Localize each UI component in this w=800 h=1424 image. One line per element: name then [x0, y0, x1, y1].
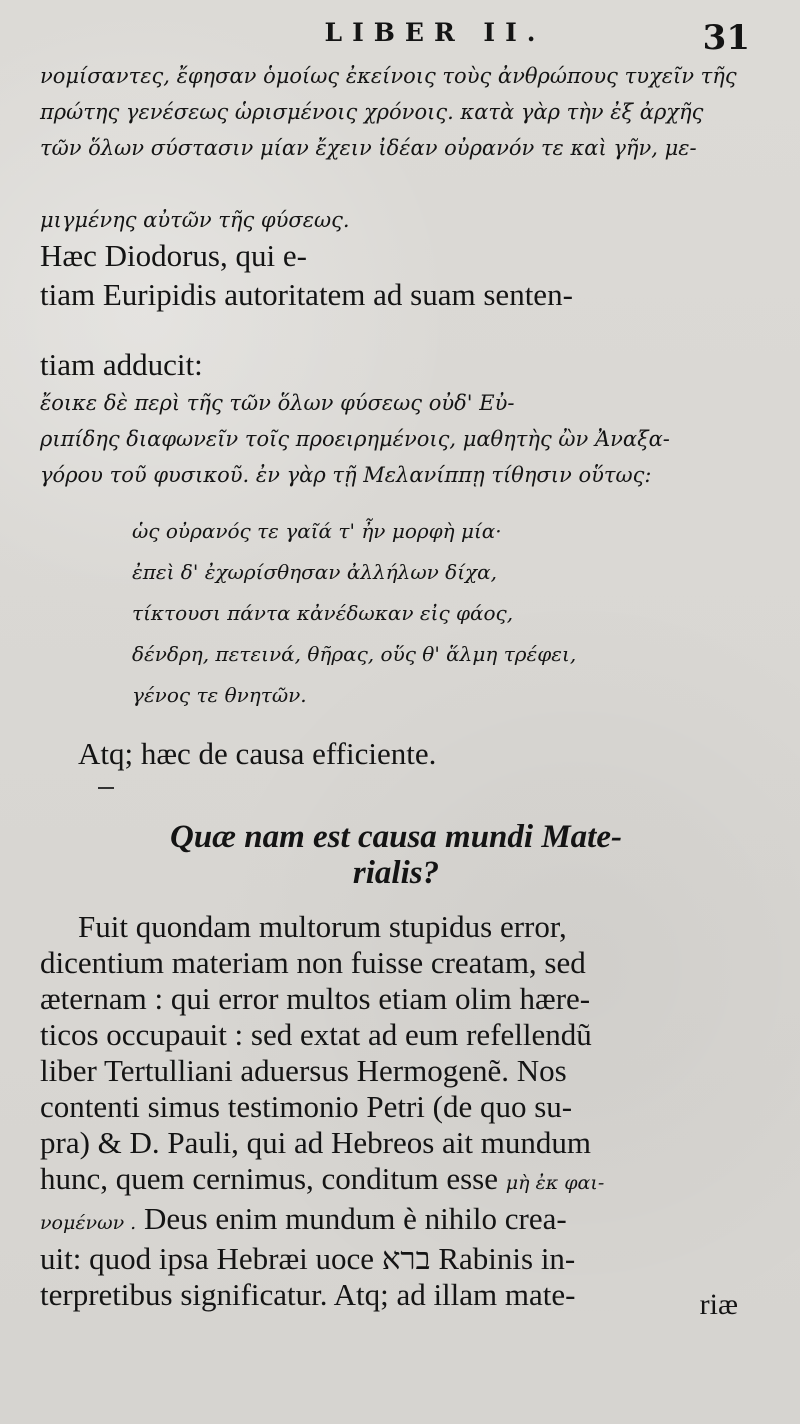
- greek-line-1: νομίσαντες, ἔφησαν ὁμοίως ἐκείνοις τοὺς ἀνθρώπους τυχεῖν τῆς: [40, 64, 737, 88]
- body-line-8-latin: hunc, quem cernimus, conditum esse: [40, 1161, 499, 1196]
- body-line-9: [40, 1201, 752, 1241]
- body-line-9-latin: Deus enim mundum è nihilo crea-: [143, 1201, 567, 1236]
- body-line-7: pra) & D. Pauli, qui ad Hebreos ait mundum: [40, 1125, 592, 1160]
- running-head: LIBER II.: [324, 18, 546, 47]
- verse-line-4: δένδρη, πετεινά, θῆρας, οὕς θ' ἅλμη τρέφει,: [132, 642, 577, 666]
- greek-line-6-end: ἔοικε δὲ περὶ τῆς τῶν ὅλων φύσεως οὐδ' Εὐ-: [40, 391, 515, 415]
- body-line-1: Fuit quondam multorum stupidus error,: [78, 909, 567, 944]
- latin-line-6-start: tiam adducit:: [40, 347, 203, 382]
- section-heading-line-2: rialis?: [352, 855, 440, 891]
- verse-line-3: τίκτουσι πάντα κἀνέδωκαν εἰς φάος,: [132, 601, 514, 625]
- verse-block: [132, 511, 752, 716]
- body-line-9-greek: νομένων .: [40, 1212, 137, 1234]
- greek-line-8: γόρου τοῦ φυσικοῦ. ἐν γὰρ τῇ Μελανίππῃ τίθησιν οὕτως:: [40, 463, 652, 487]
- verse-line-1: ὡς οὐρανός τε γαῖά τ' ἦν μορφὴ μία·: [132, 519, 502, 543]
- section-heading-line-1: Quæ nam est causa mundi Mate-: [170, 819, 622, 855]
- conclusion-line: Atq; hæc de causa efficiente.: [78, 736, 437, 771]
- body-line-8: [40, 1161, 752, 1201]
- body-line-3: æternam : qui error multos etiam olim hære-: [40, 981, 591, 1016]
- verse-line-2: ἐπεὶ δ' ἐχωρίσθησαν ἀλλήλων δίχα,: [132, 560, 498, 584]
- body-line-10-start: uit: quod ipsa Hebræi uoce: [40, 1241, 375, 1276]
- page-header: [40, 18, 752, 58]
- body-line-4: ticos occupauit : sed extat ad eum refellendũ: [40, 1017, 592, 1052]
- mixed-line-4: [40, 166, 752, 277]
- body-line-5: liber Tertulliani aduersus Hermogenẽ. Nos: [40, 1053, 567, 1088]
- greek-line-4: μιγμένης αὐτῶν τῆς φύσεως.: [40, 208, 350, 232]
- section-divider: [98, 787, 114, 789]
- latin-line-4: Hæc Diodorus, qui e-: [40, 238, 307, 273]
- body-paragraph: [40, 909, 752, 1313]
- verse-line-5: γένος τε θνητῶν.: [132, 683, 307, 707]
- body-line-10-end: Rabinis in-: [438, 1241, 576, 1276]
- greek-line-3: τῶν ὅλων σύστασιν μίαν ἔχειν ἰδέαν οὐρανόν τε καὶ γῆν, με-: [40, 136, 697, 160]
- catchword: riæ: [699, 1288, 738, 1321]
- body-line-8-greek: μὴ ἐκ φαι-: [505, 1172, 605, 1194]
- body-line-11: terpretibus significatur. Atq; ad illam mate-: [40, 1277, 576, 1312]
- greek-line-2: πρώτης γενέσεως ὡρισμένοις χρόνοις. κατὰ γὰρ τὴν ἐξ ἀρχῆς: [40, 100, 704, 124]
- body-line-6: contenti simus testimonio Petri (de quo su-: [40, 1089, 573, 1124]
- body-line-10-hebrew: ברא: [381, 1241, 431, 1276]
- page-number: 31: [702, 18, 750, 58]
- mixed-line-6: [40, 312, 752, 421]
- section-heading: [40, 819, 752, 891]
- body-line-2: dicentium materiam non fuisse creatam, sed: [40, 945, 586, 980]
- latin-line-5: tiam Euripidis autoritatem ad suam senten-: [40, 277, 573, 312]
- opening-greek-passage: [40, 58, 752, 493]
- body-line-10: [40, 1241, 752, 1277]
- greek-line-7: ριπίδης διαφωνεῖν τοῖς προειρημένοις, μαθητὴς ὢν Ἀναξα-: [40, 427, 670, 451]
